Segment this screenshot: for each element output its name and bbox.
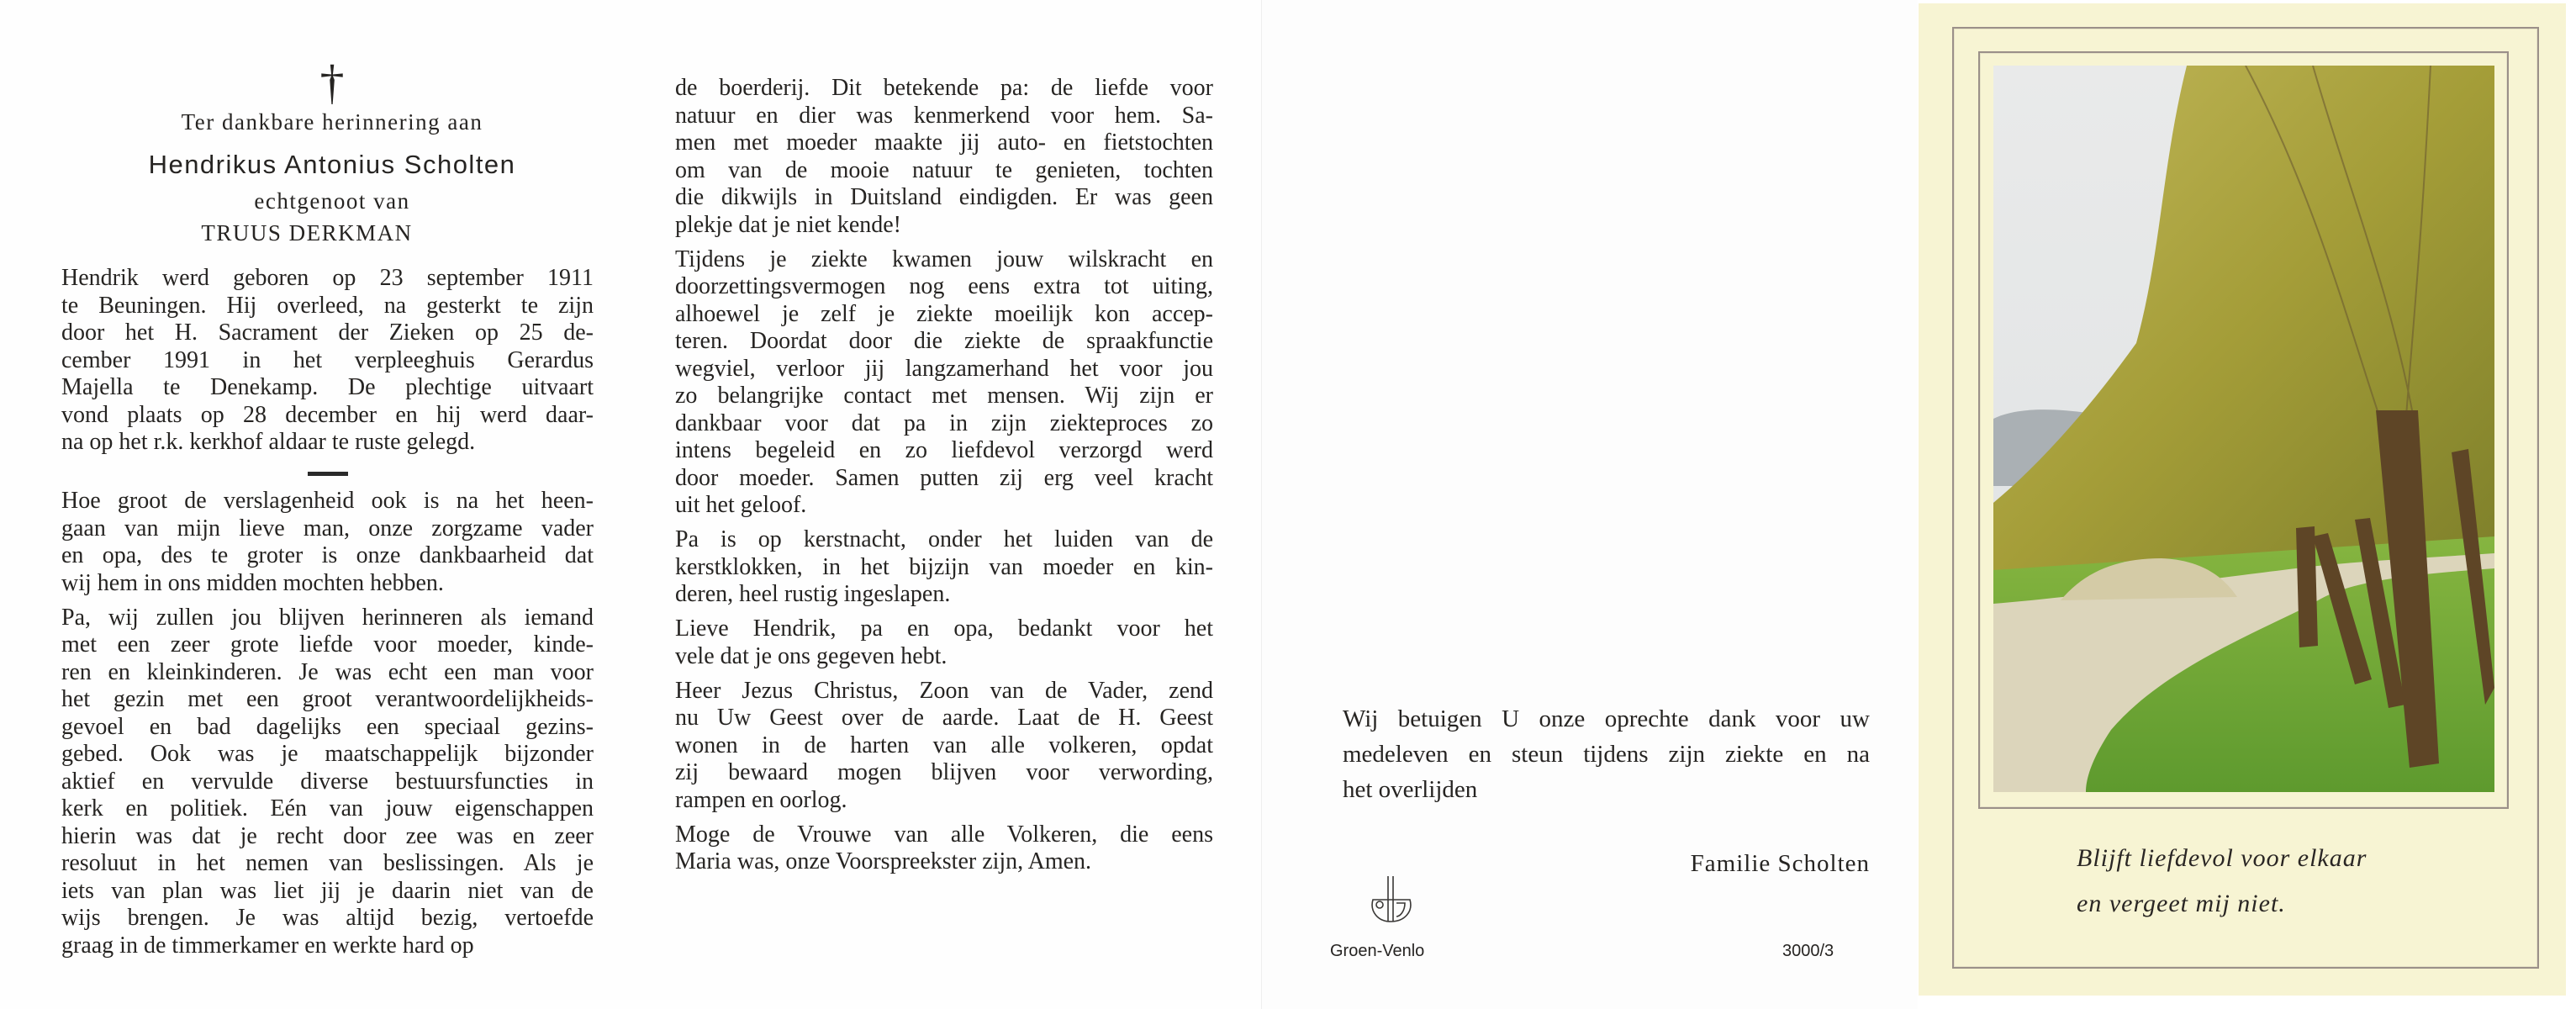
text-line: teren. Doordat door die ziekte de spraakfunctie — [675, 328, 1213, 354]
cross-icon: † — [319, 55, 345, 109]
relation-text: echtgenoot van — [254, 188, 410, 214]
text-line: Tijdens je ziekte kwamen jouw wilskracht en — [675, 246, 1213, 272]
separator-dash — [308, 472, 348, 476]
intro-text: Ter dankbare herinnering aan — [181, 109, 483, 135]
text-line: het gezin met een groot verantwoordelijkheids- — [61, 686, 594, 712]
remembrance-block — [61, 488, 594, 967]
text-line: Heer Jezus Christus, Zoon van de Vader, zend — [675, 677, 1213, 704]
text-line: Pa is op kerstnacht, onder het luiden van de — [675, 526, 1213, 552]
middle-card-panel — [639, 0, 1261, 1009]
paragraph — [675, 615, 1213, 670]
text-line: na op het r.k. kerkhof aldaar te ruste gelegd. — [61, 429, 476, 455]
text-line: ren en kleinkinderen. Je was echt een man voor — [61, 658, 594, 685]
text-line: zij bewaard mogen blijven voor verwording, — [675, 759, 1213, 785]
paragraph — [675, 526, 1213, 609]
text-line: cember 1991 in het verpleeghuis Gerardus — [61, 346, 594, 373]
text-line: Pa, wij zullen jou blijven herinneren als iemand — [61, 604, 594, 631]
text-line: wij hem in ons midden mochten hebben. — [61, 569, 444, 596]
text-line: iets van plan was liet jij je daarin niet van de — [61, 877, 594, 904]
text-line: aktief en vervulde diverse bestuursfuncties in — [61, 768, 594, 795]
family-signature: Familie Scholten — [1690, 850, 1870, 877]
text-line: rampen en oorlog. — [675, 786, 847, 813]
text-line: dankbaar voor dat pa in zijn ziekteproces zo — [675, 409, 1213, 436]
spouse-name: TRUUS DERKMAN — [201, 220, 413, 246]
text-line: doorzettingsvermogen nog eens extra tot uiting, — [675, 273, 1213, 299]
paragraph — [61, 488, 594, 597]
text-line: men met moeder maakte jij auto- en fietstochten — [675, 129, 1213, 156]
left-card-panel — [0, 0, 639, 1009]
text-line: alhoewel je zelf je ziekte moeilijk kon accep- — [675, 300, 1213, 327]
text-line: uit het geloof. — [675, 492, 807, 518]
text-line: kerk en politiek. Eén van jouw eigenschappen — [61, 795, 594, 821]
text-line: zo belangrijke contact met mensen. Wij zijn er — [675, 383, 1213, 409]
thanks-card-panel — [1261, 0, 1918, 1009]
text-line: de boerderij. Dit betekende pa: de liefde voor — [675, 75, 1213, 101]
picture-card-panel — [1919, 3, 2566, 996]
publisher-name: Groen-Venlo — [1330, 942, 1425, 960]
text-line: deren, heel rustig ingeslapen. — [675, 581, 951, 607]
text-line: gaan van mijn lieve man, onze zorgzame vader — [61, 515, 594, 541]
text-line: kerstklokken, in het bijzijn van moeder en kin- — [675, 553, 1213, 580]
text-line: Maria was, onze Voorspreekster zijn, Amen. — [675, 848, 1092, 874]
text-line: Hoe groot de verslagenheid ook is na het heen- — [61, 488, 594, 514]
text-line: intens begeleid en zo liefdevol verzorgd werd — [675, 437, 1213, 463]
text-line: door moeder. Samen putten zij erg veel kracht — [675, 464, 1213, 491]
text-line: gebed. Ook was je maatschappelijk bijzonder — [61, 741, 594, 767]
text-line: Lieve Hendrik, pa en opa, bedankt voor het — [675, 615, 1213, 642]
biography-block — [61, 265, 594, 463]
thanks-line: Wij betuigen U onze oprechte dank voor uw — [1343, 705, 1870, 732]
text-line: gevoel en bad dagelijks een speciaal gezins- — [61, 713, 594, 740]
paragraph — [61, 265, 594, 457]
text-line: graag in de timmerkamer en werkte hard op — [61, 932, 474, 959]
card-number: 3000/3 — [1782, 942, 1834, 960]
text-continuation-block — [675, 75, 1213, 883]
text-line: natuur en dier was kenmerkend voor hem. Sa- — [675, 102, 1213, 129]
text-line: Moge de Vrouwe van alle Volkeren, die eens — [675, 821, 1213, 848]
paragraph — [675, 678, 1213, 815]
text-line: wonen in de harten van alle volkeren, opdat — [675, 732, 1213, 758]
text-line: te Beuningen. Hij overleed, na gesterkt te zijn — [61, 292, 594, 319]
deceased-name: Hendrikus Antonius Scholten — [148, 150, 516, 179]
paragraph — [675, 75, 1213, 239]
paragraph — [675, 246, 1213, 520]
text-line: die dikwijls in Duitsland eindigden. Er was geen — [675, 184, 1213, 210]
thanks-text — [1343, 701, 1870, 807]
thanks-line: medeleven en steun tijdens zijn ziekte en na — [1343, 741, 1870, 768]
verse-line: en vergeet mij niet. — [2077, 890, 2286, 917]
thanks-line: het overlijden — [1343, 776, 1478, 803]
text-line: met een zeer grote liefde voor moeder, kinde- — [61, 631, 594, 658]
text-line: hierin was dat je recht door zee was en zeer — [61, 822, 594, 849]
text-line: om van de mooie natuur te genieten, tochten — [675, 156, 1213, 183]
text-line: vele dat je ons gegeven hebt. — [675, 642, 948, 669]
landscape-photo — [1993, 66, 2494, 792]
text-line: door het H. Sacrament der Zieken op 25 de- — [61, 320, 594, 346]
text-line: en opa, des te groter is onze dankbaarheid dat — [61, 542, 594, 568]
publisher-logo-icon — [1366, 874, 1417, 925]
paragraph — [675, 821, 1213, 876]
paragraph — [61, 605, 594, 960]
text-line: vond plaats op 28 december en hij werd daar- — [61, 401, 594, 428]
text-line: wegviel, verloor jij langzamerhand het voor jou — [675, 355, 1213, 382]
text-line: Hendrik werd geboren op 23 september 1911 — [61, 265, 594, 291]
text-line: wijs brengen. Je was altijd bezig, vertoefde — [61, 905, 594, 931]
text-line: Majella te Denekamp. De plechtige uitvaart — [61, 374, 594, 400]
text-line: plekje dat je niet kende! — [675, 211, 901, 238]
text-line: nu Uw Geest over de aarde. Laat de H. Geest — [675, 705, 1213, 731]
text-line: resoluut in het nemen van beslissingen. Als je — [61, 850, 594, 876]
verse-line: Blijft liefdevol voor elkaar — [2077, 844, 2367, 872]
verse-text — [2077, 836, 2480, 927]
